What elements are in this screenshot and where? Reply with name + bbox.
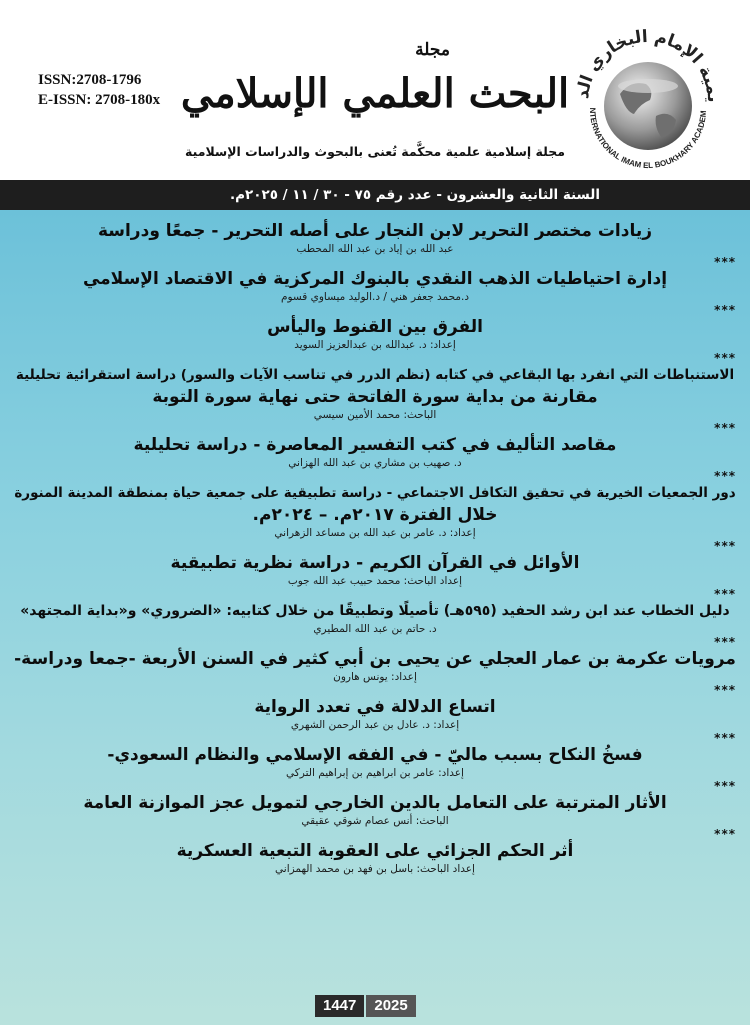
article-entry [14,648,736,684]
article-entry [14,434,736,470]
issn-block [38,70,160,110]
article-title: أثر الحكم الجزائي على العقوبة التبعية العسكرية [176,841,574,861]
separator-stars: *** [714,421,736,435]
article-title: الأوائل في القرآن الكريم - دراسة نظرية تطبيقية [170,553,580,573]
article-author: إعداد: د. عبدالله بن عبدالعزيز السويد [294,339,456,351]
globe-icon [568,24,728,174]
article-author: الباحث: أنس عصام شوقي عقيقي [301,815,449,827]
table-of-contents [0,210,750,1025]
article-entry [14,482,736,540]
article-author: د. حاتم بن عبد الله المطيري [313,623,437,635]
separator-stars: *** [714,255,736,269]
separator-stars: *** [714,683,736,697]
separator-stars: *** [714,351,736,365]
article-title: الأثار المترتبة على التعامل بالدين الخارجي لتمويل عجز الموازنة العامة [83,793,667,813]
article-author: إعداد: د. عادل بن عبد الرحمن الشهري [290,719,460,731]
article-title-continued: خلال الفترة ٢٠١٧م. – ٢٠٢٤م. [252,505,498,525]
article-author: الباحث: محمد الأمين سيسي [313,409,437,421]
separator-stars: *** [714,469,736,483]
journal-title-block [180,40,570,170]
separator-stars: *** [714,539,736,553]
year-hijri: 1447 [315,995,364,1017]
year-gregorian: 2025 [366,995,415,1017]
article-entry [14,552,736,588]
article-title: دليل الخطاب عند ابن رشد الحفيد (٥٩٥هـ) تأصيلًا وتطبيقًا من خلال كتابيه: «الضروري» و«بداية المجتهد» [20,603,730,619]
article-title: دور الجمعيات الخيرية في تحقيق التكافل الاجتماعي - دراسة تطبيقية على جمعية حياة بمنطقة المدينة المنورة [14,485,736,501]
article-title: إدارة احتياطيات الذهب النقدي بالبنوك المركزية في الاقتصاد الإسلامي [82,269,668,289]
separator-stars: *** [714,827,736,841]
logo-arabic-text: يمية الإمام البخاري الد [572,26,724,103]
article-author: إعداد: د. عامر بن عبد الله بن مساعد الزهراني [274,527,476,539]
issue-info-bar: السنة الثانية والعشرون - عدد رقم ٧٥ - ٣٠ / ١١ / ٢٠٢٥م. [0,180,750,210]
article-entry [14,792,736,828]
article-author: إعداد: يونس هارون [333,671,417,683]
article-title: مرويات عكرمة بن عمار العجلي عن يحيى بن أبي كثير في السنن الأربعة -جمعا ودراسة- [14,649,736,669]
issn: ISSN:2708-1796 [38,72,142,88]
separator-stars: *** [714,779,736,793]
article-title: فسخُ النكاح بسبب ماليّ - في الفقه الإسلامي والنظام السعودي- [107,745,643,765]
article-entry [14,220,736,256]
article-author: د. صهيب بن مشاري بن عبد الله الهزاني [288,457,462,469]
article-author: إعداد الباحث: باسل بن فهد بن محمد الهمزاني [275,863,475,875]
article-author: إعداد الباحث: محمد حبيب عبد الله جوب [287,575,463,587]
academy-logo [568,24,728,174]
article-title: اتساع الدلالة في تعدد الرواية [254,697,496,717]
article-title: الفرق بين القنوط واليأس [267,317,483,337]
cover-header [0,0,750,180]
separator-stars: *** [714,303,736,317]
article-author: إعداد: عامر بن ابراهيم بن إبراهيم التركي [286,767,464,779]
article-author: عبد الله بن إياد بن عبد الله المحطب [296,243,454,255]
separator-stars: *** [714,731,736,745]
article-title-continued: مقارنة من بداية سورة الفاتحة حتى نهاية سورة التوبة [152,387,598,407]
article-list [14,220,736,876]
article-entry [14,744,736,780]
article-entry [14,268,736,304]
journal-title: البحث العلمي الإسلامي [180,70,570,117]
logo-english-text: NTERNATIONAL IMAM EL BOUKHARY ACADEM [587,107,709,171]
article-author: د.محمد جعفر هني / د.الوليد ميساوي قسوم [280,291,470,303]
article-title: زيادات مختصر التحرير لابن النجار على أصله التحرير - جمعًا ودراسة [97,221,653,241]
eissn: E-ISSN: 2708-180x [38,92,161,108]
article-entry [14,840,736,876]
journal-label: مجلة [415,40,450,60]
article-entry [14,696,736,732]
year-badge [315,995,418,1017]
article-title: مقاصد التأليف في كتب التفسير المعاصرة - دراسة تحليلية [133,435,617,455]
journal-subtitle: مجلة إسلامية علمية محكَّمة تُعنى بالبحوث والدراسات الإسلامية [185,144,565,159]
article-entry [14,316,736,352]
article-title: الاستنباطات التي انفرد بها البقاعي في كتابه (نظم الدرر في تناسب الآيات والسور) دراسة استقرائية تحليلية [15,367,735,383]
separator-stars: *** [714,635,736,649]
article-entry [14,364,736,422]
separator-stars: *** [714,587,736,601]
article-entry [14,600,736,636]
